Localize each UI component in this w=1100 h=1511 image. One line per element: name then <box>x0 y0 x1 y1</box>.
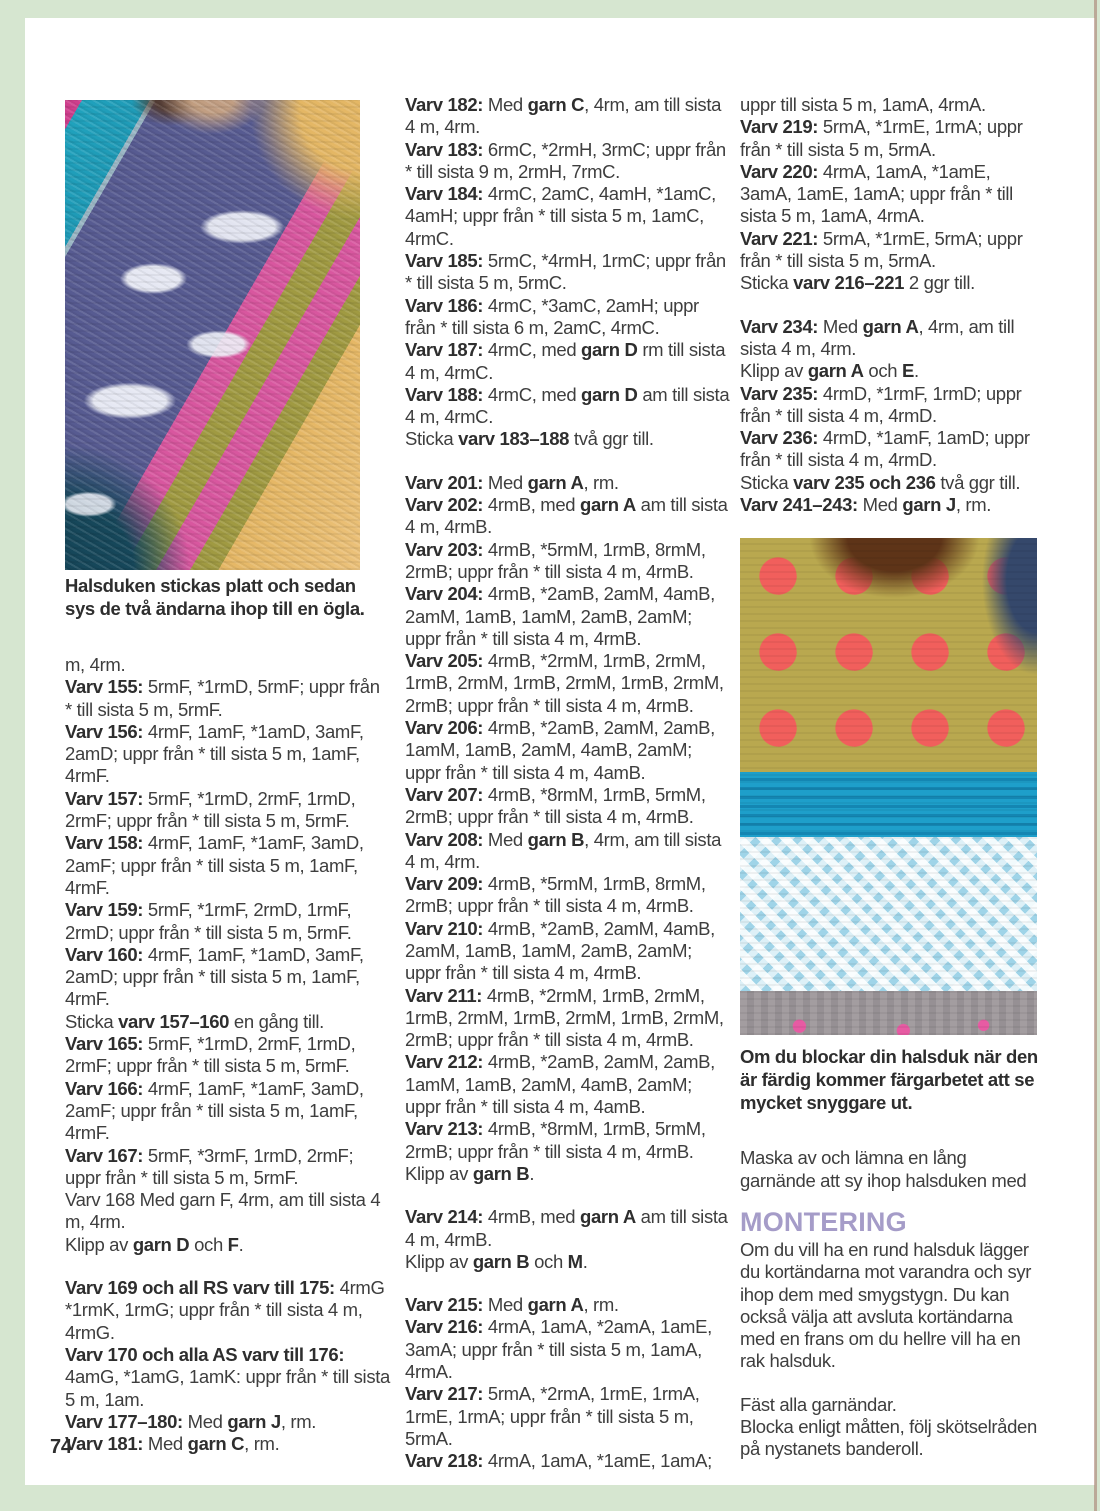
pattern-paragraph: Varv 177–180: Med garn J, rm. <box>65 1410 317 1432</box>
pattern-paragraph: Varv 221: 5rmA, *1rmE, 5rmA; uppr från * till sista 5 m, 5rmA. <box>740 227 1023 272</box>
knit-texture-overlay <box>65 100 360 570</box>
pattern-paragraph: Klipp av garn B. <box>405 1162 535 1184</box>
scarf-photo <box>65 100 360 570</box>
pattern-paragraph: Varv 160: 4rmF, 1amF, *1amD, 3amF, 2amD; uppr från * till sista 5 m, 1amF, 4rmF. <box>65 943 364 1010</box>
pattern-paragraph: Varv 212: 4rmB, *2amB, 2amM, 2amB, 1amM, 1amB, 2amM, 4amB, 2amM; uppr från * till sista 4 m, 4amB. <box>405 1051 715 1118</box>
montering-paragraph: Om du vill ha en rund halsduk lägger du kortändarna mot varandra och syr ihop dem med smygstygn. Du kan också välja att avsluta kortändarna med en frans om du hellre vill ha en rak halsduk. <box>740 1238 1032 1372</box>
pattern-paragraph: Varv 167: 5rmF, *3rmF, 1rmD, 2rmF; uppr från * till sista 5 m, 5rmF. <box>65 1144 354 1188</box>
pattern-paragraph: Sticka varv 157–160 en gång till. <box>65 1010 324 1032</box>
montering-heading: MONTERING <box>740 1206 907 1237</box>
hat-photo-caption: Om du blockar din halsduk när den är färdig kommer färgarbetet att se mycket snyggare ut. <box>740 1046 1038 1114</box>
pattern-paragraph: Sticka varv 235 och 236 två ggr till. <box>740 471 1021 493</box>
pattern-paragraph: Varv 183: 6rmC, *2rmH, 3rmC; uppr från * till sista 9 m, 2rmH, 7rmC. <box>405 138 726 182</box>
pattern-paragraph: Varv 169 och all RS varv till 175: 4rmG *1rmK, 1rmG; uppr från * till sista 4 m, 4rmG. <box>65 1277 385 1343</box>
hat-photo-gray-band <box>740 991 1037 1036</box>
pattern-paragraph: Varv 214: 4rmB, med garn A am till sista 4 m, 4rmB. <box>405 1206 728 1250</box>
pattern-paragraph: Varv 158: 4rmF, 1amF, *1amF, 3amD, 2amF; uppr från * till sista 5 m, 1amF, 4rmF. <box>65 832 364 898</box>
pattern-paragraph: Varv 185: 5rmC, *4rmH, 1rmC; uppr från * till sista 5 m, 5rmC. <box>405 250 726 294</box>
pattern-paragraph: Varv 170 och alla AS varv till 176: 4amG, *1amG, 1amK: uppr från * till sista 5 m, 1am. <box>65 1343 390 1410</box>
pattern-paragraph: Klipp av garn B och M. <box>405 1250 588 1272</box>
pattern-paragraph: Varv 211: 4rmB, *2rmM, 1rmB, 2rmM, 1rmB, 2rmM, 1rmB, 2rmM, 1rmB, 2rmM, 2rmB; uppr från * till sista 4 m, 4rmB. <box>405 984 724 1051</box>
pattern-column-middle <box>405 94 730 1473</box>
pattern-paragraph: Varv 159: 5rmF, *1rmF, 2rmD, 1rmF, 2rmD; uppr från * till sista 5 m, 5rmF. <box>65 899 352 943</box>
hat-photo-chevron-band <box>740 837 1037 991</box>
pattern-paragraph: m, 4rm. <box>65 654 126 675</box>
pattern-paragraph: Varv 186: 4rmC, *3amC, 2amH; uppr från * till sista 6 m, 2amC, 4rmC. <box>405 294 699 338</box>
pattern-paragraph: Varv 213: 4rmB, *8rmM, 1rmB, 5rmM, 2rmB; uppr från * till sista 4 m, 4rmB. <box>405 1118 706 1162</box>
hat-photo-cyan-band <box>740 772 1037 837</box>
pattern-paragraph: Varv 187: 4rmC, med garn D rm till sista 4 m, 4rmC. <box>405 339 726 383</box>
pattern-paragraph: Varv 217: 5rmA, *2rmA, 1rmE, 1rmA, 1rmE, 1rmA; uppr från * till sista 5 m, 5rmA. <box>405 1383 700 1449</box>
pattern-paragraph: Sticka varv 183–188 två ggr till. <box>405 428 654 450</box>
pattern-paragraph: Varv 219: 5rmA, *1rmE, 1rmA; uppr från * till sista 5 m, 5rmA. <box>740 116 1023 160</box>
pattern-paragraph: Varv 205: 4rmB, *2rmM, 1rmB, 2rmM, 1rmB, 2rmM, 1rmB, 2rmM, 1rmB, 2rmM, 2rmB; uppr från * till sista 4 m, 4rmB. <box>405 650 724 716</box>
pattern-paragraph: Varv 210: 4rmB, *2amB, 2amM, 4amB, 2amM, 1amB, 1amM, 2amB, 2amM; uppr från * till sista 4 m, 4rmB. <box>405 917 715 984</box>
pattern-paragraph: Varv 201: Med garn A, rm. <box>405 471 619 493</box>
pattern-paragraph: Varv 241–243: Med garn J, rm. <box>740 494 992 516</box>
pattern-paragraph: Varv 206: 4rmB, *2amB, 2amM, 2amB, 1amM, 1amB, 2amM, 4amB, 2amM; uppr från * till sista 4 m, 4amB. <box>405 717 715 783</box>
pattern-paragraph: Varv 235: 4rmD, *1rmF, 1rmD; uppr från * till sista 4 m, 4rmD. <box>740 382 1022 426</box>
hat-photo-dotted-band <box>740 538 1037 772</box>
pattern-paragraph: Klipp av garn D och F. <box>65 1233 244 1255</box>
page-number: 74 <box>50 1436 72 1458</box>
magazine-page <box>25 18 1095 1485</box>
pattern-paragraph: Varv 202: 4rmB, med garn A am till sista 4 m, 4rmB. <box>405 494 728 538</box>
pattern-paragraph: Varv 182: Med garn C, 4rm, am till sista 4 m, 4rm. <box>405 94 722 138</box>
pattern-paragraph: Varv 156: 4rmF, 1amF, *1amD, 3amF, 2amD; uppr från * till sista 5 m, 1amF, 4rmF. <box>65 720 364 787</box>
pattern-paragraph: Varv 188: 4rmC, med garn D am till sista 4 m, 4rmC. <box>405 383 730 428</box>
pattern-paragraph: Varv 236: 4rmD, *1amF, 1amD; uppr från * till sista 4 m, 4rmD. <box>740 427 1030 471</box>
pattern-paragraph: Varv 203: 4rmB, *5rmM, 1rmB, 8rmM, 2rmB; uppr från * till sista 4 m, 4rmB. <box>405 538 706 582</box>
pattern-paragraph: Varv 166: 4rmF, 1amF, *1amF, 3amD, 2amF; uppr från * till sista 5 m, 1amF, 4rmF. <box>65 1077 364 1144</box>
scarf-photo-caption: Halsduken stickas platt och sedan sys de två ändarna ihop till en ögla. <box>65 575 365 619</box>
pattern-paragraph: Varv 155: 5rmF, *1rmD, 5rmF; uppr från * till sista 5 m, 5rmF. <box>65 676 380 720</box>
pattern-column-left <box>65 654 390 1455</box>
pattern-rows-right <box>740 94 1045 516</box>
pattern-paragraph: Klipp av garn A och E. <box>740 360 919 382</box>
blocking-note: Blocka enligt måtten, följ skötselråden på nystanets banderoll. <box>740 1416 1037 1460</box>
fasten-ends-note: Fäst alla garnändar. <box>740 1393 897 1415</box>
pattern-paragraph: Varv 157: 5rmF, *1rmD, 2rmF, 1rmD, 2rmF; uppr från * till sista 5 m, 5rmF. <box>65 787 356 832</box>
pattern-paragraph: Varv 204: 4rmB, *2amB, 2amM, 4amB, 2amM, 1amB, 1amM, 2amB, 2amM; uppr från * till sista 4 m, 4rmB. <box>405 583 715 649</box>
page-edge-line <box>1094 0 1097 1511</box>
hat-photo <box>740 538 1037 1035</box>
pattern-paragraph: Varv 165: 5rmF, *1rmD, 2rmF, 1rmD, 2rmF; uppr från * till sista 5 m, 5rmF. <box>65 1033 356 1077</box>
pattern-paragraph: Varv 209: 4rmB, *5rmM, 1rmB, 8rmM, 2rmB; uppr från * till sista 4 m, 4rmB. <box>405 873 706 917</box>
pattern-paragraph: Varv 220: 4rmA, 1amA, *1amE, 3amA, 1amE, 1amA; uppr från * till sista 5 m, 1amA, 4rmA. <box>740 160 1013 227</box>
pattern-paragraph: Varv 234: Med garn A, 4rm, am till sista 4 m, 4rm. <box>740 315 1015 359</box>
pattern-paragraph: Varv 207: 4rmB, *8rmM, 1rmB, 5rmM, 2rmB; uppr från * till sista 4 m, 4rmB. <box>405 783 706 828</box>
pattern-paragraph: Varv 208: Med garn B, 4rm, am till sista 4 m, 4rm. <box>405 828 722 872</box>
pattern-paragraph: Varv 218: 4rmA, 1amA, *1amE, 1amA; <box>405 1450 712 1472</box>
pattern-paragraph: uppr till sista 5 m, 1amA, 4rmA. <box>740 94 986 115</box>
pattern-paragraph: Sticka varv 216–221 2 ggr till. <box>740 272 975 294</box>
pattern-paragraph: Varv 215: Med garn A, rm. <box>405 1294 619 1316</box>
pattern-paragraph: Varv 216: 4rmA, 1amA, *2amA, 1amE, 3amA; uppr från * till sista 5 m, 1amA, 4rmA. <box>405 1316 712 1383</box>
bind-off-note: Maska av och lämna en lång garnände att sy ihop halsduken med <box>740 1147 1027 1191</box>
pattern-paragraph: Varv 168 Med garn F, 4rm, am till sista 4 m, 4rm. <box>65 1189 381 1233</box>
pattern-paragraph: Varv 184: 4rmC, 2amC, 4amH, *1amC, 4amH; uppr från * till sista 5 m, 1amC, 4rmC. <box>405 183 716 249</box>
pattern-column-right <box>740 94 1045 1461</box>
pattern-paragraph: Varv 181: Med garn C, rm. <box>65 1433 280 1455</box>
